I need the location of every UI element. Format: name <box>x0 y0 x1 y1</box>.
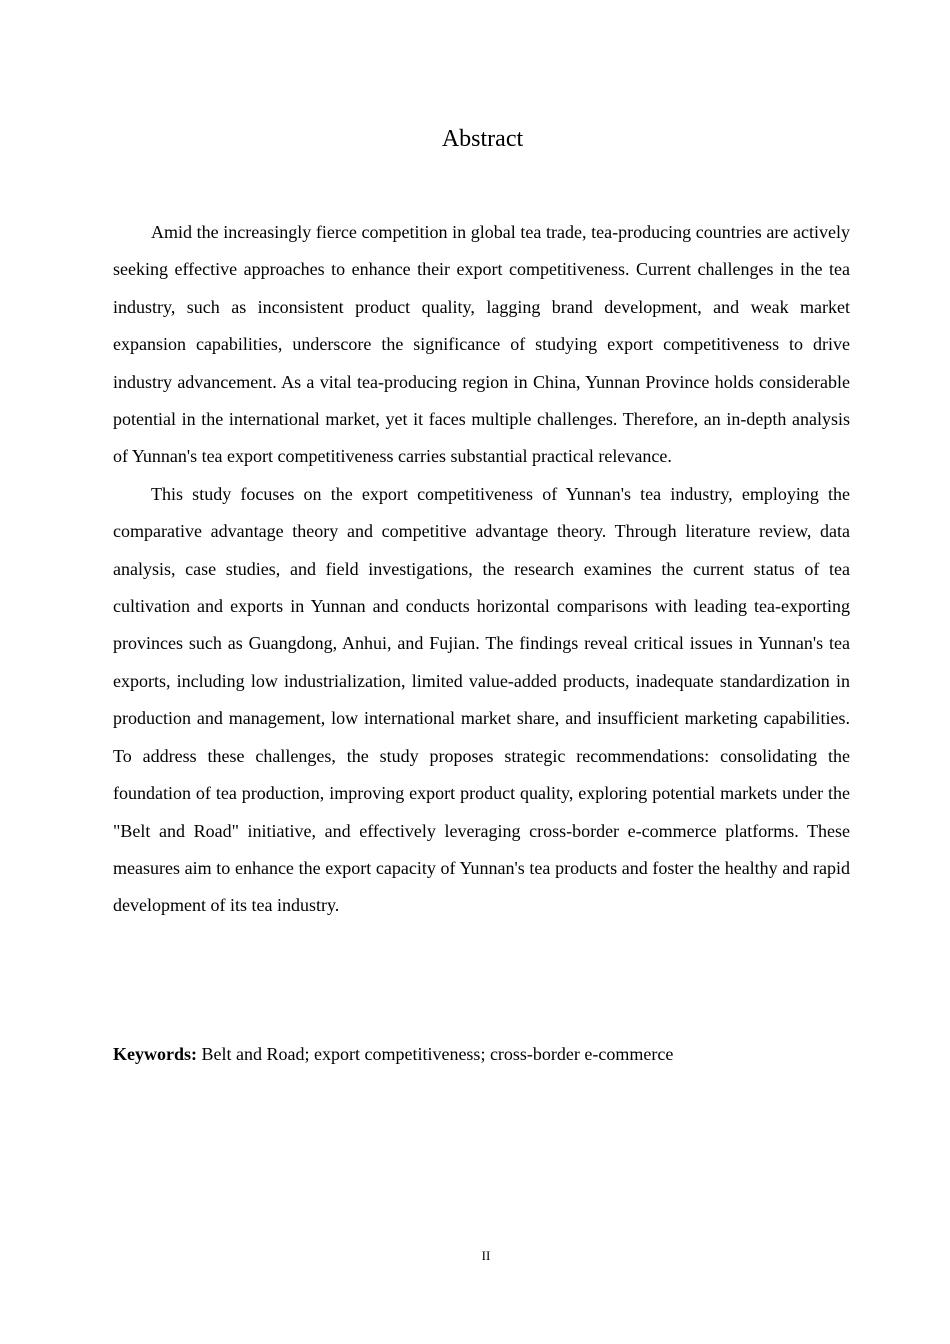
keywords-label: Keywords: <box>113 1044 197 1064</box>
keywords-text: Belt and Road; export competitiveness; cross-border e-commerce <box>201 1044 674 1064</box>
abstract-paragraph-2: This study focuses on the export competitiveness of Yunnan's tea industry, employing the comparative advantage theory and competitive advantage theory. Through literature review, data analysis, case studies, and field investigations, the research examines the current status of tea cultivation and exports in Yunnan and conducts horizontal comparisons with leading tea-exporting provinces such as Guangdong, Anhui, and Fujian. The findings reveal critical issues in Yunnan's tea exports, including low industrialization, limited value-added products, inadequate standardization in production and management, low international market share, and insufficient marketing capabilities. To address these challenges, the study proposes strategic recommendations: consolidating the foundation of tea production, improving export product quality, exploring potential markets under the "Belt and Road" initiative, and effectively leveraging cross-border e-commerce platforms. These measures aim to enhance the export capacity of Yunnan's tea products and foster the healthy and rapid development of its tea industry. <box>113 483 850 916</box>
keywords-line <box>113 1040 850 1068</box>
abstract-paragraph-1: Amid the increasingly fierce competition in global tea trade, tea-producing countries are actively seeking effective approaches to enhance their export competitiveness. Current challenges in the tea industry, such as inconsistent product quality, lagging brand development, and weak market expansion capabilities, underscore the significance of studying export competitiveness to drive industry advancement. As a vital tea-producing region in China, Yunnan Province holds considerable potential in the international market, yet it faces multiple challenges. Therefore, an in-depth analysis of Yunnan's tea export competitiveness carries substantial practical relevance. <box>113 222 850 467</box>
abstract-title: Abstract <box>441 126 524 152</box>
abstract-body <box>113 214 850 925</box>
page-number: II <box>481 1248 491 1263</box>
